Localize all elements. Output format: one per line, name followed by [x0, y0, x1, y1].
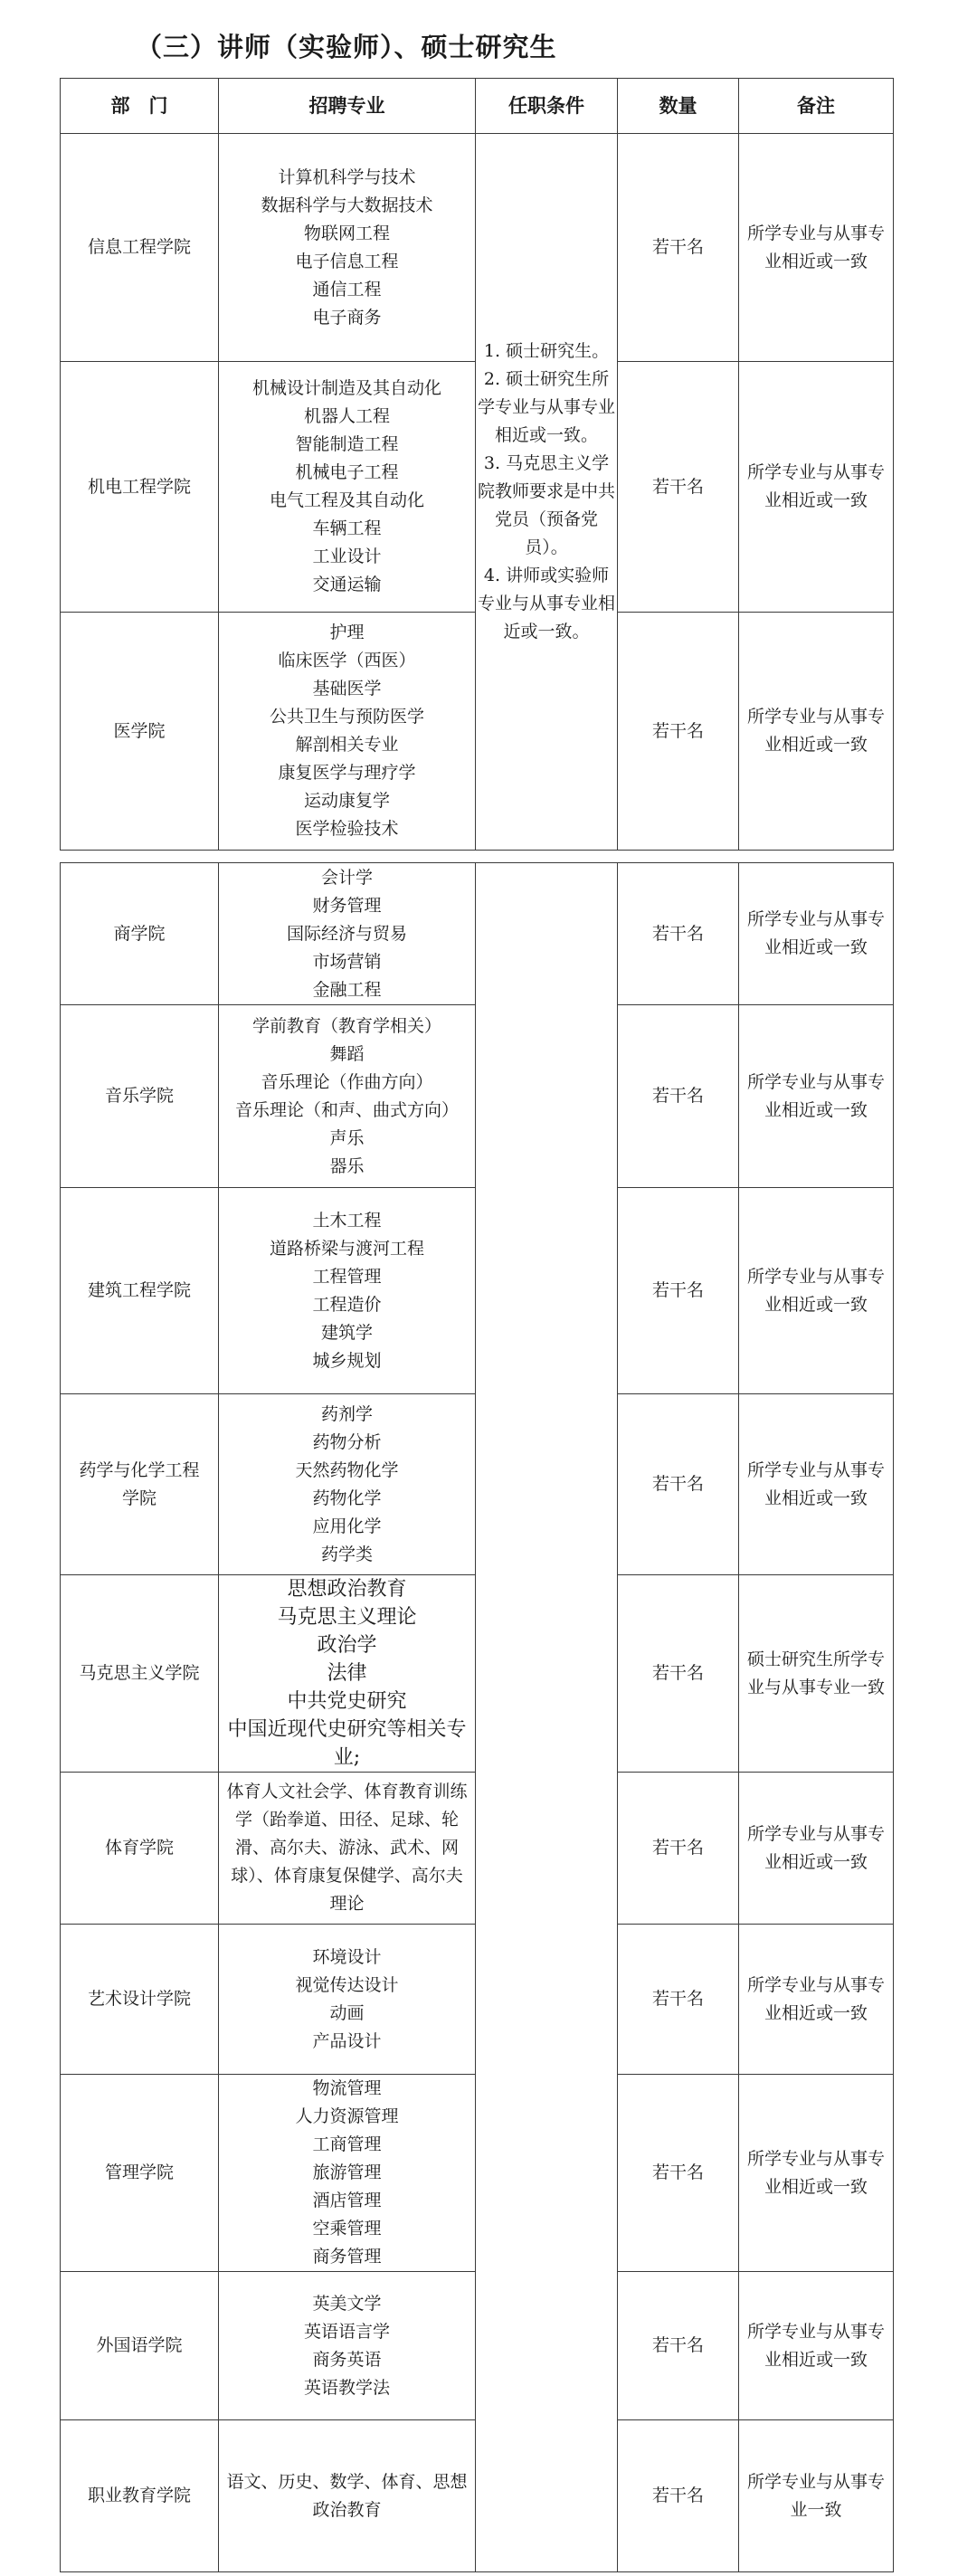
major-item: 商务英语 [312, 2349, 382, 2370]
major-item: 马克思主义理论 [277, 1606, 417, 1629]
major-item: 环境设计 [312, 1946, 382, 1967]
major-item: 空乘管理 [312, 2219, 382, 2239]
quantity-cell: 若干名 [618, 2272, 739, 2420]
majors-cell [219, 1394, 476, 1575]
major-item: 工程管理 [312, 1266, 382, 1287]
major-item: 临床医学（西医） [278, 651, 416, 670]
major-item: 机械设计制造及其自动化 [251, 378, 441, 398]
major-item: 旅游管理 [312, 2163, 382, 2182]
remark-cell: 所学专业与从事专业相近或一致 [739, 613, 894, 851]
major-item: 工商管理 [312, 2134, 382, 2154]
major-item: 数据科学与大数据技术 [261, 195, 433, 215]
major-item: 电气工程及其自动化 [269, 490, 424, 510]
department-cell: 商学院 [61, 863, 219, 1005]
quantity-cell: 若干名 [618, 134, 739, 362]
major-item: 体育人文社会学、体育教育训练学（跆拳道、田径、足球、轮滑、高尔夫、游泳、武术、网球）、体育康复保健学、高尔夫理论 [226, 1782, 468, 1914]
major-item: 工程造价 [312, 1294, 382, 1315]
major-item: 康复医学与理疗学 [278, 763, 416, 783]
major-item: 英美文学 [312, 2293, 382, 2314]
remark-cell: 硕士研究生所学专业与从事专业一致 [739, 1575, 894, 1773]
major-item: 音乐理论（和声、曲式方向） [234, 1099, 459, 1120]
recruitment-table-part-2 [60, 862, 894, 2572]
quantity-cell: 若干名 [618, 2075, 739, 2272]
major-item: 商务管理 [312, 2247, 382, 2267]
major-item: 器乐 [329, 1155, 365, 1176]
table-row [61, 863, 894, 1005]
quantity-cell: 若干名 [618, 613, 739, 851]
condition-item: 4. 讲师或实验师专业与从事专业相近或一致。 [477, 566, 615, 642]
department-cell: 艺术设计学院 [61, 1925, 219, 2075]
page-title: （三）讲师（实验师）、硕士研究生 [136, 32, 557, 62]
major-item: 语文、历史、数学、体育、思想政治教育 [226, 2471, 468, 2520]
major-item: 音乐理论（作曲方向） [261, 1071, 433, 1092]
major-item: 金融工程 [312, 979, 382, 1000]
remark-cell: 所学专业与从事专业一致 [739, 2420, 894, 2572]
quantity-cell: 若干名 [618, 2420, 739, 2572]
conditions-cell [476, 134, 618, 851]
major-item: 舞蹈 [329, 1043, 365, 1064]
quantity-cell: 若干名 [618, 362, 739, 613]
quantity-cell: 若干名 [618, 1925, 739, 2075]
majors-cell [219, 1773, 476, 1925]
major-item: 药学类 [320, 1544, 373, 1564]
major-item: 英语语言学 [303, 2321, 390, 2342]
major-item: 产品设计 [312, 2030, 382, 2051]
major-item: 通信工程 [312, 279, 382, 299]
header-conditions: 任职条件 [476, 79, 618, 134]
major-item: 物联网工程 [303, 223, 390, 243]
condition-item: 2. 硕士研究生所学专业与从事专业相近或一致。 [477, 369, 615, 445]
department-cell: 马克思主义学院 [61, 1575, 219, 1773]
department-cell: 机电工程学院 [61, 362, 219, 613]
remark-cell: 所学专业与从事专业相近或一致 [739, 2075, 894, 2272]
remark-cell: 所学专业与从事专业相近或一致 [739, 1773, 894, 1925]
header-remarks: 备注 [739, 79, 894, 134]
remark-cell: 所学专业与从事专业相近或一致 [739, 1188, 894, 1394]
department-cell: 建筑工程学院 [61, 1188, 219, 1394]
department-cell: 音乐学院 [61, 1005, 219, 1188]
major-item: 药剂学 [320, 1403, 373, 1424]
major-item: 智能制造工程 [295, 434, 399, 454]
remark-cell: 所学专业与从事专业相近或一致 [739, 1394, 894, 1575]
majors-cell [219, 1575, 476, 1773]
remark-cell: 所学专业与从事专业相近或一致 [739, 134, 894, 362]
header-quantity: 数量 [618, 79, 739, 134]
header-department: 部 门 [61, 79, 219, 134]
recruitment-table-part-1 [60, 78, 894, 851]
major-item: 法律 [327, 1662, 367, 1685]
major-item: 工业设计 [312, 547, 382, 566]
department-cell: 医学院 [61, 613, 219, 851]
quantity-cell: 若干名 [618, 1575, 739, 1773]
majors-cell [219, 2420, 476, 2572]
table-header-row [61, 79, 894, 134]
major-item: 机械电子工程 [295, 462, 399, 482]
major-item: 政治学 [317, 1634, 377, 1657]
majors-cell [219, 2272, 476, 2420]
major-item: 中共党史研究 [287, 1690, 407, 1713]
majors-cell [219, 134, 476, 362]
majors-cell [219, 362, 476, 613]
major-item: 道路桥梁与渡河工程 [269, 1238, 424, 1259]
condition-item: 3. 马克思主义学院教师要求是中共党员（预备党员）。 [477, 453, 615, 557]
remark-cell: 所学专业与从事专业相近或一致 [739, 2272, 894, 2420]
major-item: 视觉传达设计 [295, 1974, 399, 1995]
majors-cell [219, 1005, 476, 1188]
majors-cell [219, 2075, 476, 2272]
majors-cell [219, 863, 476, 1005]
remark-cell: 所学专业与从事专业相近或一致 [739, 362, 894, 613]
major-item: 医学检验技术 [295, 819, 399, 839]
department-cell: 管理学院 [61, 2075, 219, 2272]
quantity-cell: 若干名 [618, 1773, 739, 1925]
major-item: 电子商务 [312, 307, 382, 328]
majors-cell [219, 1188, 476, 1394]
major-item: 思想政治教育 [287, 1578, 407, 1601]
major-item: 计算机科学与技术 [278, 166, 416, 187]
major-item: 声乐 [329, 1127, 365, 1148]
department-cell: 外国语学院 [61, 2272, 219, 2420]
majors-cell [219, 613, 476, 851]
major-item: 土木工程 [312, 1210, 382, 1231]
major-item: 基础医学 [312, 679, 382, 699]
remark-cell: 所学专业与从事专业相近或一致 [739, 1925, 894, 2075]
major-item: 物流管理 [312, 2078, 382, 2098]
major-item: 国际经济与贸易 [286, 923, 407, 944]
major-item: 建筑学 [320, 1322, 373, 1343]
major-item: 运动康复学 [303, 791, 390, 811]
major-item: 市场营销 [312, 951, 382, 972]
table-row [61, 134, 894, 362]
major-item: 解剖相关专业 [295, 735, 399, 755]
major-item: 护理 [329, 623, 365, 642]
major-item: 酒店管理 [312, 2191, 382, 2210]
department-cell: 体育学院 [61, 1773, 219, 1925]
major-item: 城乡规划 [312, 1350, 382, 1371]
major-item: 药物分析 [312, 1431, 382, 1452]
quantity-cell: 若干名 [618, 1005, 739, 1188]
remark-cell: 所学专业与从事专业相近或一致 [739, 1005, 894, 1188]
major-item: 财务管理 [312, 895, 382, 916]
major-item: 学前教育（教育学相关） [251, 1015, 441, 1036]
quantity-cell: 若干名 [618, 1394, 739, 1575]
major-item: 交通运输 [312, 575, 382, 594]
major-item: 人力资源管理 [295, 2106, 399, 2126]
department-cell: 信息工程学院 [61, 134, 219, 362]
major-item: 机器人工程 [303, 406, 390, 426]
department-cell: 职业教育学院 [61, 2420, 219, 2572]
majors-cell [219, 1925, 476, 2075]
condition-item: 1. 硕士研究生。 [483, 341, 610, 361]
quantity-cell: 若干名 [618, 863, 739, 1005]
major-item: 天然药物化学 [295, 1459, 399, 1480]
major-item: 英语教学法 [303, 2377, 390, 2398]
department-cell: 药学与化学工程学院 [61, 1394, 219, 1575]
major-item: 中国近现代史研究等相关专业; [227, 1718, 467, 1769]
major-item: 动画 [329, 2002, 365, 2023]
major-item: 应用化学 [312, 1516, 382, 1536]
major-item: 公共卫生与预防医学 [269, 707, 424, 727]
major-item: 药物化学 [312, 1488, 382, 1508]
remark-cell: 所学专业与从事专业相近或一致 [739, 863, 894, 1005]
conditions-cell-empty [476, 863, 618, 2572]
header-major: 招聘专业 [219, 79, 476, 134]
major-item: 电子信息工程 [295, 251, 399, 271]
quantity-cell: 若干名 [618, 1188, 739, 1394]
major-item: 车辆工程 [312, 518, 382, 538]
major-item: 会计学 [320, 867, 373, 888]
